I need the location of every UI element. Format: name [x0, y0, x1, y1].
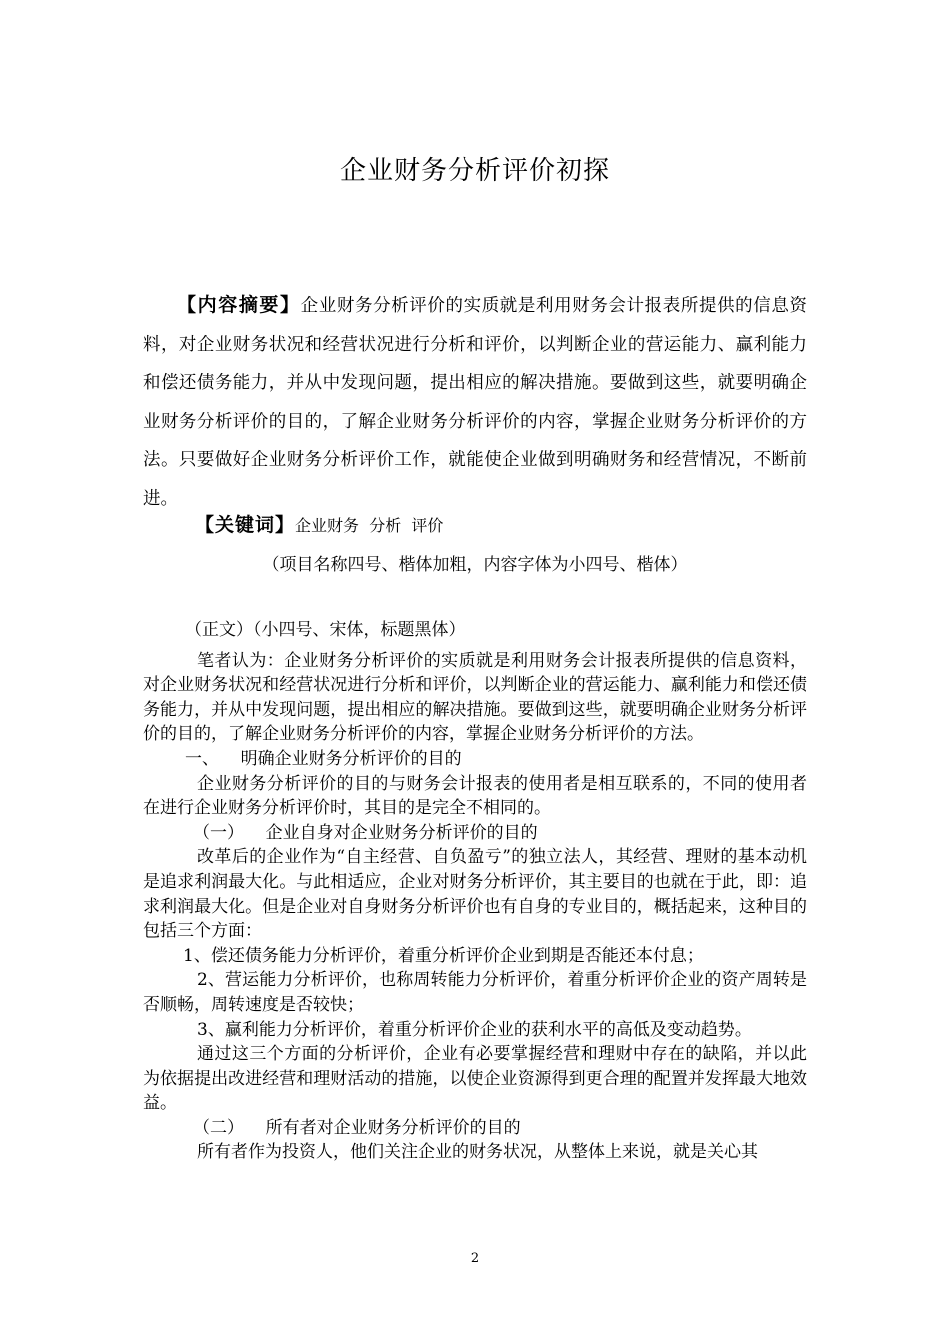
subsection-heading-1: （一） 企业自身对企业财务分析评价的目的	[193, 822, 538, 843]
keywords-label: 【关键词】	[195, 514, 296, 536]
format-note: （项目名称四号、楷体加粗，内容字体为小四号、楷体）	[262, 555, 688, 575]
paragraph: 笔者认为：企业财务分析评价的实质就是利用财务会计报表所提供的信息资料，对企业财务状况和经营状况进行分析和评价，以判断企业的营运能力、赢利能力和偿还债务能力，并从中发现问题，提出相应的解决措施。要做到这些，就要明确企业财务分析评价的目的，了解企业财务分析评价的内容，掌握企业财务分析评价的方法。	[143, 650, 807, 745]
abstract-label: 【内容摘要】	[177, 294, 301, 316]
list-item: 1、偿还债务能力分析评价，着重分析评价企业到期是否能还本付息；	[183, 945, 704, 966]
body-format-note: （正文）（小四号、宋体，标题黑体）	[185, 620, 466, 640]
paragraph: 改革后的企业作为“自主经营、自负盈亏”的独立法人，其经营、理财的基本动机是追求利润最大化。与此相适应，企业对财务分析评价，其主要目的也就在于此，即：追求利润最大化。但是企业对自身财务分析评价也有自身的专业目的，概括起来，这种目的包括三个方面：	[143, 847, 807, 942]
abstract-text: 企业财务分析评价的实质就是利用财务会计报表所提供的信息资料，对企业财务状况和经营状况进行分析和评价，以判断企业的营运能力、赢利能力和偿还债务能力，并从中发现问题，提出相应的解决措施。要做到这些，就要明确企业财务分析评价的目的，了解企业财务分析评价的内容，掌握企业财务分析评价的方法。只要做好企业财务分析评价工作，就能使企业做到明确财务和经营情况，不断前进。	[143, 296, 807, 509]
list-item: 3、赢利能力分析评价，着重分析评价企业的获利水平的高低及变动趋势。	[197, 1019, 752, 1040]
page-number: 2	[470, 1251, 480, 1266]
document-title: 企业财务分析评价初探	[339, 156, 610, 186]
section-heading-1: 一、 明确企业财务分析评价的目的	[185, 748, 462, 769]
abstract-block	[143, 286, 807, 519]
keywords-block	[195, 510, 443, 537]
list-item: 2、营运能力分析评价，也称周转能力分析评价，着重分析评价企业的资产周转是否顺畅，周转速度是否较快；	[143, 970, 807, 1015]
paragraph: 通过这三个方面的分析评价，企业有必要掌握经营和理财中存在的缺陷，并以此为依据提出改进经营和理财活动的措施，以使企业资源得到更合理的配置并发挥最大地效益。	[143, 1044, 807, 1114]
paragraph: 企业财务分析评价的目的与财务会计报表的使用者是相互联系的，不同的使用者在进行企业财务分析评价时，其目的是完全不相同的。	[143, 773, 807, 819]
subsection-heading-2: （二） 所有者对企业财务分析评价的目的	[193, 1117, 521, 1138]
paragraph: 所有者作为投资人，他们关注企业的财务状况，从整体上来说，就是关心其	[197, 1142, 758, 1163]
body-text	[143, 618, 807, 1165]
keywords-text: 企业财务 分析 评价	[295, 516, 444, 535]
